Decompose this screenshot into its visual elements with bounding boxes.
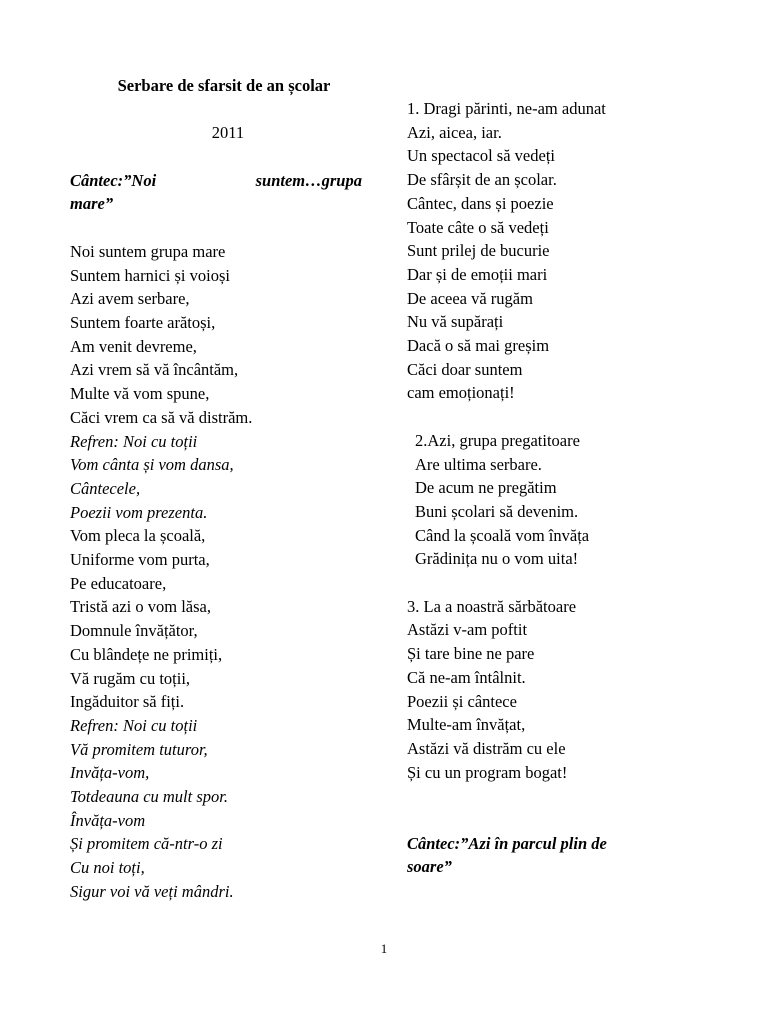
poem1-line: Sunt prilej de bucurie <box>407 241 550 261</box>
lyric-line: Noi suntem grupa mare <box>70 241 226 261</box>
poem1-line: Un spectacol să vedeți <box>407 146 555 166</box>
lyric-line: Totdeauna cu mult spor. <box>70 787 228 807</box>
song-title-part-a: Cântec:”Noi <box>70 170 157 190</box>
lyric-line: Domnule învățător, <box>70 621 198 641</box>
poem2-line: De acum ne pregătim <box>415 478 557 498</box>
lyric-line: Cu noi toți, <box>70 858 145 878</box>
poem1-line: De sfârșit de an școlar. <box>407 170 557 190</box>
song-lyrics <box>70 240 362 904</box>
lyric-line: Vom pleca la școală, <box>70 526 206 546</box>
poem1-line: Dar și de emoții mari <box>407 264 548 284</box>
lyric-line: Vă rugăm cu toții, <box>70 668 191 688</box>
song-title-azi-in-parcul <box>407 832 697 879</box>
lyric-line: Pe educatoare, <box>70 573 167 593</box>
poem1-line: Dacă o să mai greșim <box>407 336 550 356</box>
poem-stanza-3 <box>407 595 697 785</box>
poem3-line: Multe-am învățat, <box>407 715 526 735</box>
poem2-line: Când la școală vom învăța <box>415 525 590 545</box>
left-column <box>70 74 362 904</box>
document-title: Serbare de sfarsit de an școlar <box>117 76 331 95</box>
lyric-line: Refren: Noi cu toții <box>70 431 198 451</box>
lyric-line: Cântecele, <box>70 478 141 498</box>
lyric-line: Vom cânta și vom dansa, <box>70 455 234 475</box>
lyric-line: Uniforme vom purta, <box>70 550 210 570</box>
poem3-line: Și tare bine ne pare <box>407 644 535 664</box>
poem2-line: Grădinița nu o vom uita! <box>415 549 579 569</box>
poem-stanza-1 <box>407 97 697 405</box>
document-year: 2011 <box>211 123 245 143</box>
poem-stanza-2 <box>407 429 697 571</box>
song2-title-line-2: soare” <box>407 857 452 877</box>
lyric-line: Ingăduitor să fiți. <box>70 692 185 712</box>
song-title-noi-suntem <box>70 169 362 216</box>
lyric-line: Și promitem că-ntr-o zi <box>70 834 223 854</box>
lyric-line: Azi avem serbare, <box>70 289 190 309</box>
lyric-line: Învăța-vom <box>70 810 146 830</box>
poem3-line: Poezii și cântece <box>407 691 517 711</box>
song-title-line-1 <box>70 169 362 193</box>
lyric-line: Poezii vom prezenta. <box>70 502 208 522</box>
lyric-line: Am venit devreme, <box>70 336 197 356</box>
song2-title-line-1: Cântec:”Azi în parcul plin de <box>407 833 607 853</box>
lyric-line: Suntem harnici și voioși <box>70 265 230 285</box>
poem2-line: Buni școlari să devenim. <box>415 501 579 521</box>
poem3-line: Că ne-am întâlnit. <box>407 667 526 687</box>
poem1-line: 1. Dragi părinti, ne-am adunat <box>407 99 606 118</box>
poem1-line: De aceea vă rugăm <box>407 288 533 308</box>
poem3-line: Astăzi vă distrăm cu ele <box>407 738 566 758</box>
lyric-line: Suntem foarte arătoși, <box>70 312 216 332</box>
song-title-line-2: mare” <box>70 194 114 214</box>
lyric-line: Sigur voi vă veți mândri. <box>70 881 234 901</box>
lyric-line: Azi vrem să vă încântăm, <box>70 360 239 380</box>
poem1-line: Azi, aicea, iar. <box>407 122 502 142</box>
lyric-line: Multe vă vom spune, <box>70 384 210 404</box>
poem1-line: cam emoționați! <box>407 383 515 403</box>
lyric-line: Cu blândețe ne primiți, <box>70 644 223 664</box>
lyric-line: Căci vrem ca să vă distrăm. <box>70 407 253 427</box>
lyric-line: Refren: Noi cu toții <box>70 715 198 735</box>
poem3-line: Astăzi v-am poftit <box>407 620 528 640</box>
poem2-line: 2.Azi, grupa pregatitoare <box>415 430 580 450</box>
poem1-line: Cântec, dans și poezie <box>407 193 554 213</box>
poem1-line: Căci doar suntem <box>407 359 523 379</box>
poem3-line: 3. La a noastră sărbătoare <box>407 596 577 616</box>
lyric-line: Vă promitem tuturor, <box>70 739 208 759</box>
poem2-line: Are ultima serbare. <box>415 454 542 474</box>
poem1-line: Toate câte o să vedeți <box>407 217 549 237</box>
page-number: 1 <box>380 941 388 956</box>
song-title-part-b: suntem…grupa <box>255 170 362 190</box>
right-column <box>407 97 697 879</box>
lyric-line: Invăța-vom, <box>70 763 150 783</box>
poem3-line: Și cu un program bogat! <box>407 762 568 782</box>
poem1-line: Nu vă supărați <box>407 312 504 332</box>
lyric-line: Tristă azi o vom lăsa, <box>70 597 211 617</box>
